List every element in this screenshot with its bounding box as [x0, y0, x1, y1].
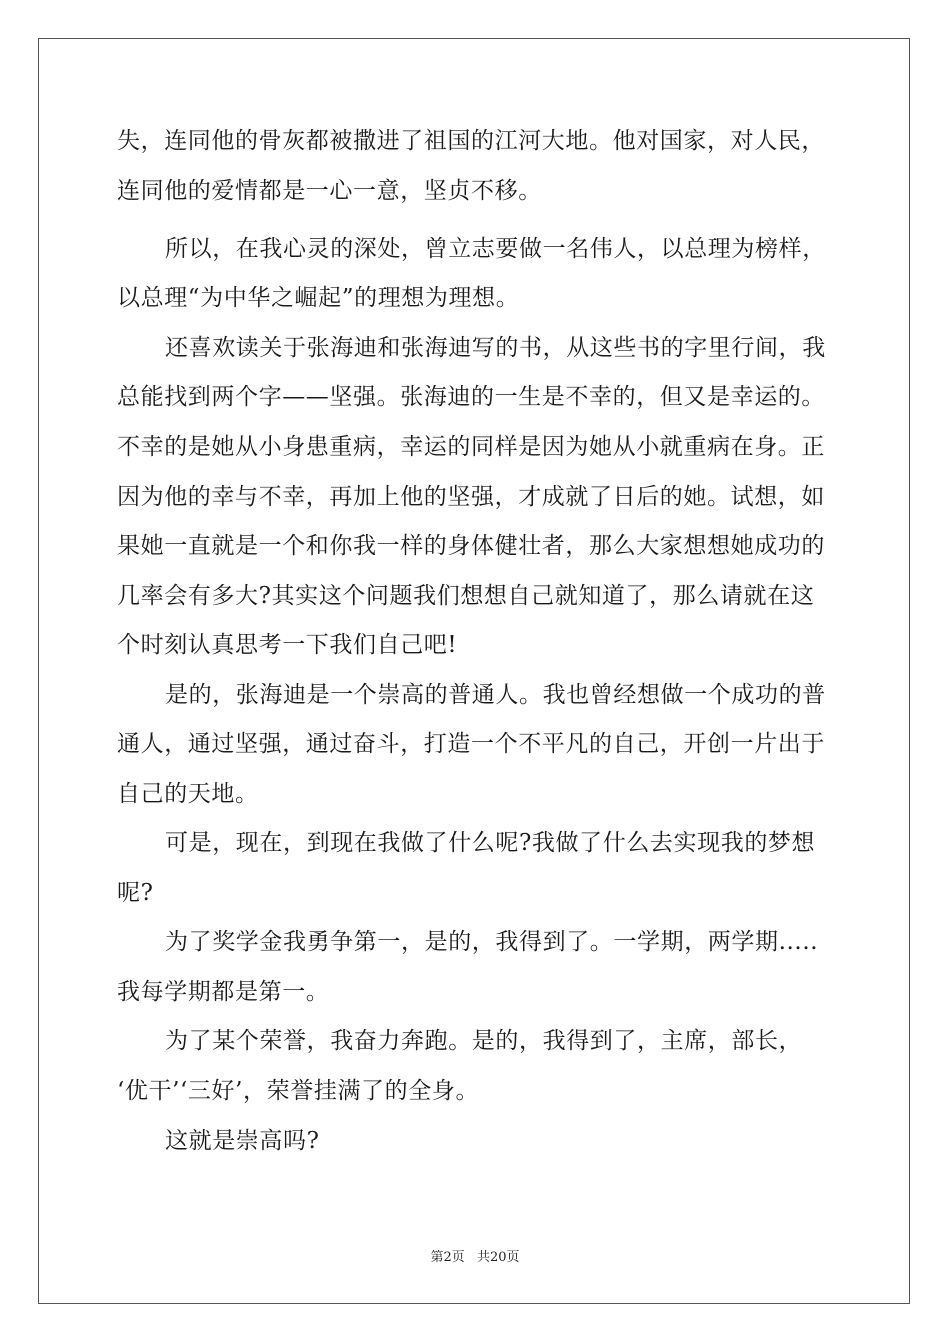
text-line: 通人，通过坚强，通过奋斗，打造一个不平凡的自己，开创一片出于 [117, 731, 825, 757]
text-line: 这就是崇高吗? [165, 1128, 320, 1154]
text-line: 失，连同他的骨灰都被撒进了祖国的江河大地。他对国家，对人民， [117, 128, 825, 154]
text-line: 不幸的是她从小身患重病，幸运的同样是因为她从小就重病在身。正 [117, 434, 825, 460]
text-line: 为了奖学金我勇争第一，是的，我得到了。一学期，两学期..... [165, 929, 819, 955]
page-border [38, 38, 910, 1304]
text-line: 以总理“为中华之崛起”的理想为理想。 [117, 285, 520, 311]
text-line: 为了某个荣誉，我奋力奔跑。是的，我得到了，主席，部长， [165, 1028, 803, 1054]
text-line: 自己的天地。 [117, 781, 259, 807]
text-line: 总能找到两个字——坚强。张海迪的一生是不幸的，但又是幸运的。 [117, 384, 825, 410]
text-line: 因为他的幸与不幸，再加上他的坚强，才成就了日后的她。试想，如 [117, 484, 825, 510]
text-line: 呢? [117, 880, 154, 906]
text-line: 是的，张海迪是一个崇高的普通人。我也曾经想做一个成功的普 [165, 682, 826, 708]
text-line: ‘优干’‘三好’，荣誉挂满了的全身。 [117, 1078, 480, 1104]
text-line: 几率会有多大?其实这个问题我们想想自己就知道了，那么请就在这 [117, 583, 815, 609]
text-line: 可是，现在，到现在我做了什么呢?我做了什么去实现我的梦想 [165, 830, 816, 856]
text-line: 我每学期都是第一。 [117, 979, 330, 1005]
text-line: 果她一直就是一个和你我一样的身体健壮者，那么大家想想她成功的 [117, 533, 825, 559]
page-number: 第2页 [430, 1250, 465, 1265]
text-line: 所以，在我心灵的深处，曾立志要做一名伟人，以总理为榜样， [165, 236, 826, 262]
text-line: 连同他的爱情都是一心一意，坚贞不移。 [117, 178, 542, 204]
text-line: 还喜欢读关于张海迪和张海迪写的书，从这些书的字里行间，我 [165, 335, 826, 361]
page-total: 共20页 [476, 1250, 520, 1265]
page-footer [0, 1246, 950, 1265]
text-line: 个时刻认真思考一下我们自己吧! [117, 632, 458, 658]
